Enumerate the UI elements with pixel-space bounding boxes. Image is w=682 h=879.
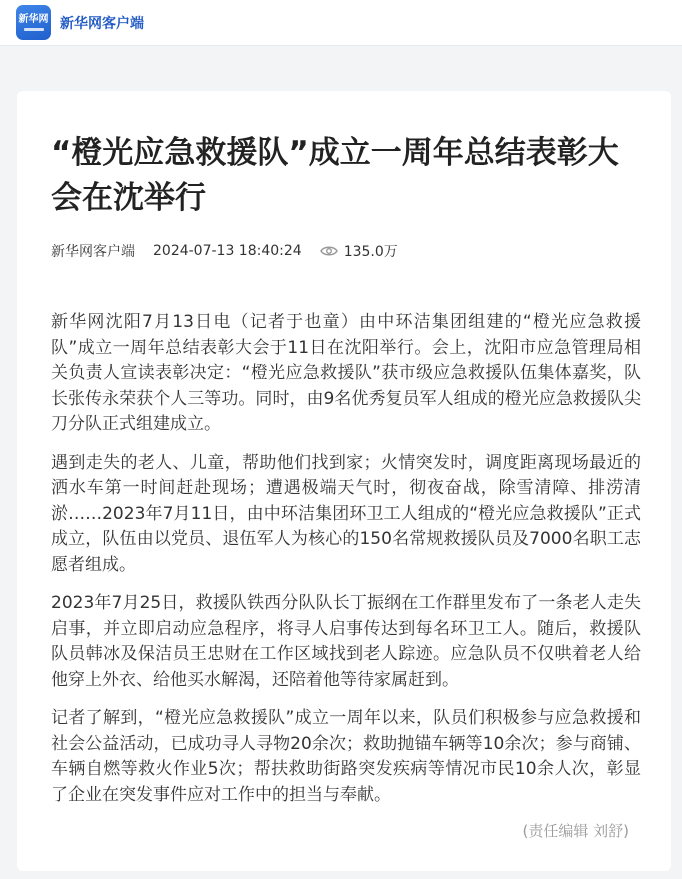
article-body (51, 310, 641, 821)
logo-text: 新华网 (18, 14, 49, 25)
app-name-link[interactable]: 新华网客户端 (60, 15, 144, 32)
article-paragraph: 遇到走失的老人、儿童，帮助他们找到家；火情突发时，调度距离现场最近的洒水车第一时间赶赴现场；遭遇极端天气时，彻夜奋战，除雪清障、排涝清淤……2023年7月11日，由中环洁集团环卫工人组成的“橙光应急救援队”正式成立，队伍由以党员、退伍军人为核心的150名常规救援队员及7000名职工志愿者组成。 (51, 452, 641, 575)
eye-icon (320, 245, 338, 257)
article-paragraph: 2023年7月25日，救援队铁西分队队长丁振纲在工作群里发布了一条老人走失启事，并立即启动应急程序，将寻人启事传达到每名环卫工人。随后，救援队队员韩冰及保洁员王忠财在工作区域找到老人踪迹。应急队员不仅哄着老人给他穿上外衣、给他买水解渴，还陪着他等待家属赶到。 (51, 593, 641, 690)
logo-bar (24, 28, 44, 31)
article-card (17, 91, 671, 871)
xinhua-logo-icon[interactable] (16, 5, 51, 40)
view-count: 135.0万 (343, 244, 398, 260)
article-paragraph: 记者了解到，“橙光应急救援队”成立一周年以来，队员们积极参与应急救援和社会公益活动，已成功寻人寻物20余次；救助抛锚车辆等10余次；参与商铺、车辆自燃等救火作业5次；帮扶救助街路突发疾病等情况市民10余人次，彰显了企业在突发事件应对工作中的担当与奉献。 (51, 708, 641, 805)
article-title: “橙光应急救援队”成立一周年总结表彰大会在沈举行 (51, 135, 619, 216)
article-meta (51, 241, 398, 261)
article-paragraph: 新华网沈阳7月13日电（记者于也童）由中环洁集团组建的“橙光应急救援队”成立一周年总结表彰大会于11日在沈阳举行。会上，沈阳市应急管理局相关负责人宣读表彰决定：“橙光应急救援队”获市级应急救援队伍集体嘉奖，队长张传永荣获个人三等功。同时，由9名优秀复员军人组成的橙光应急救援队尖刀分队正式组建成立。 (51, 312, 641, 434)
responsible-editor: (责任编辑 刘舒) (522, 822, 629, 840)
article-datetime: 2024-07-13 18:40:24 (153, 243, 302, 259)
article-source: 新华网客户端 (51, 244, 135, 260)
top-bar (0, 0, 682, 46)
